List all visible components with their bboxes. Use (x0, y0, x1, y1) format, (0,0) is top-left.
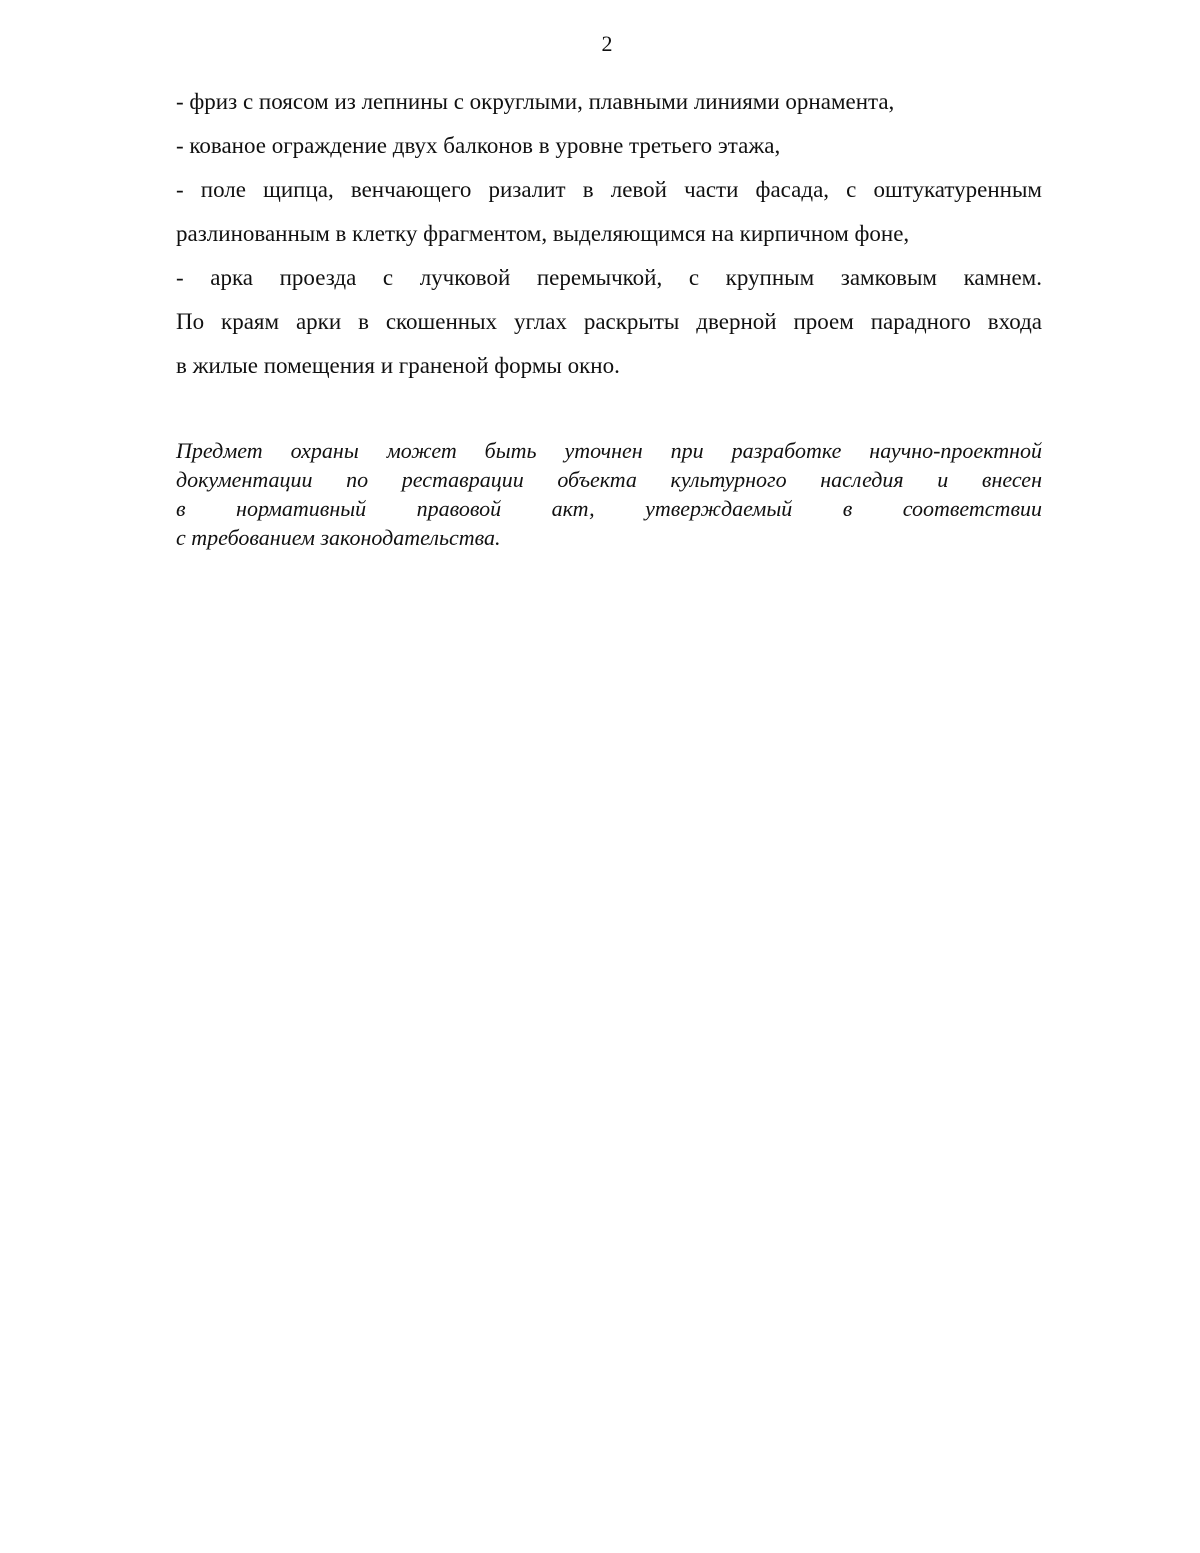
body-text (176, 80, 1042, 388)
note-line: документации по реставрации объекта культурного наследия и внесен (176, 467, 1042, 492)
list-item-arch-continued: По краям арки в скошенных углах раскрыты дверной проем парадного входа (176, 309, 1042, 334)
note-line: в нормативный правовой акт, утверждаемый в соответствии (176, 496, 1042, 521)
list-item-balcony-railing: - кованое ограждение двух балконов в уровне третьего этажа, (176, 133, 781, 158)
page-number: 2 (601, 31, 613, 56)
list-item-gable-field: - поле щипца, венчающего ризалит в левой части фасада, с оштукатуренным (176, 177, 1042, 202)
note-line: с требованием законодательства. (176, 525, 501, 550)
list-item-gable-field-continued: разлинованным в клетку фрагментом, выделяющимся на кирпичном фоне, (176, 221, 910, 246)
list-item-arch: - арка проезда с лучковой перемычкой, с крупным замковым камнем. (176, 265, 1042, 290)
list-item-frieze: - фриз с поясом из лепнины с округлыми, плавными линиями орнамента, (176, 89, 895, 114)
note-line: Предмет охраны может быть уточнен при разработке научно-проектной (176, 438, 1042, 463)
list-item-arch-end: в жилые помещения и граненой формы окно. (176, 353, 620, 378)
protection-note (176, 436, 1042, 552)
